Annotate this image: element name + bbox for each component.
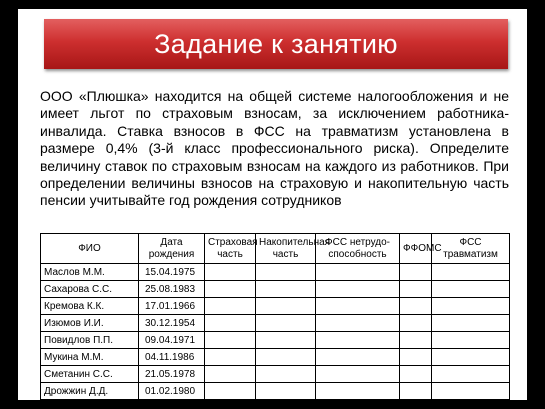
ffoms-cell — [400, 349, 432, 366]
fss-disability-cell — [316, 315, 400, 332]
insurance-part-cell — [205, 315, 256, 332]
insurance-part-cell — [205, 349, 256, 366]
fss-injury-cell — [432, 264, 510, 281]
fss-injury-cell — [432, 281, 510, 298]
fss-injury-cell — [432, 298, 510, 315]
header-fio: ФИО — [41, 234, 139, 264]
birth-date-cell: 30.12.1954 — [139, 315, 205, 332]
fss-disability-cell — [316, 281, 400, 298]
ffoms-cell — [400, 281, 432, 298]
table-row — [41, 264, 510, 281]
fss-injury-cell — [432, 332, 510, 349]
header-insurance-part: Страховая часть — [205, 234, 256, 264]
birth-date-cell: 04.11.1986 — [139, 349, 205, 366]
employee-name-cell: Сметанин С.С. — [41, 366, 139, 383]
header-ffoms: ФФОМС — [400, 234, 432, 264]
funded-part-cell — [256, 383, 316, 400]
birth-date-cell: 21.05.1978 — [139, 366, 205, 383]
table-row — [41, 349, 510, 366]
header-fss-disability: ФСС нетрудо-способность — [316, 234, 400, 264]
table-body — [41, 264, 510, 400]
insurance-part-cell — [205, 264, 256, 281]
slide — [18, 9, 527, 400]
funded-part-cell — [256, 315, 316, 332]
ffoms-cell — [400, 332, 432, 349]
insurance-part-cell — [205, 366, 256, 383]
table-row — [41, 366, 510, 383]
table-row — [41, 281, 510, 298]
employee-name-cell: Повидлов П.П. — [41, 332, 139, 349]
table-row — [41, 298, 510, 315]
fss-injury-cell — [432, 315, 510, 332]
employee-name-cell: Кремова К.К. — [41, 298, 139, 315]
table-row — [41, 315, 510, 332]
fss-injury-cell — [432, 383, 510, 400]
employees-table — [40, 233, 510, 400]
funded-part-cell — [256, 298, 316, 315]
birth-date-cell: 09.04.1971 — [139, 332, 205, 349]
fss-disability-cell — [316, 383, 400, 400]
ffoms-cell — [400, 315, 432, 332]
fss-disability-cell — [316, 366, 400, 383]
fss-disability-cell — [316, 298, 400, 315]
task-text: ООО «Плюшка» находится на общей системе налогообложения и не имеет льгот по страховым взносам, за исключением работника-инвалида. Ставка взносов в ФСС на травматизм установлена в размере 0,4% (3-й класс профессионального риска). Определите величину ставок по страховым взносам на каждого из работников. При определении величины взносов на страховую и накопительную часть пенсии учитывайте год рождения сотрудников — [40, 88, 509, 209]
funded-part-cell — [256, 264, 316, 281]
employee-name-cell: Дрожжин Д.Д. — [41, 383, 139, 400]
insurance-part-cell — [205, 298, 256, 315]
fss-injury-cell — [432, 366, 510, 383]
header-funded-part: Накопительная часть — [256, 234, 316, 264]
header-birth-date: Дата рождения — [139, 234, 205, 264]
fss-disability-cell — [316, 349, 400, 366]
ffoms-cell — [400, 366, 432, 383]
funded-part-cell — [256, 349, 316, 366]
employee-name-cell: Мукина М.М. — [41, 349, 139, 366]
funded-part-cell — [256, 281, 316, 298]
fss-injury-cell — [432, 349, 510, 366]
fss-disability-cell — [316, 264, 400, 281]
funded-part-cell — [256, 332, 316, 349]
header-fss-injury: ФСС травматизм — [432, 234, 510, 264]
birth-date-cell: 25.08.1983 — [139, 281, 205, 298]
employee-name-cell: Маслов М.М. — [41, 264, 139, 281]
insurance-part-cell — [205, 383, 256, 400]
birth-date-cell: 01.02.1980 — [139, 383, 205, 400]
slide-title: Задание к занятию — [44, 19, 508, 69]
ffoms-cell — [400, 298, 432, 315]
table-row — [41, 383, 510, 400]
table-row — [41, 332, 510, 349]
ffoms-cell — [400, 383, 432, 400]
employee-name-cell: Изюмов И.И. — [41, 315, 139, 332]
insurance-part-cell — [205, 281, 256, 298]
table-header-row — [41, 234, 510, 264]
employee-name-cell: Сахарова С.С. — [41, 281, 139, 298]
birth-date-cell: 17.01.1966 — [139, 298, 205, 315]
funded-part-cell — [256, 366, 316, 383]
birth-date-cell: 15.04.1975 — [139, 264, 205, 281]
insurance-part-cell — [205, 332, 256, 349]
fss-disability-cell — [316, 332, 400, 349]
ffoms-cell — [400, 264, 432, 281]
